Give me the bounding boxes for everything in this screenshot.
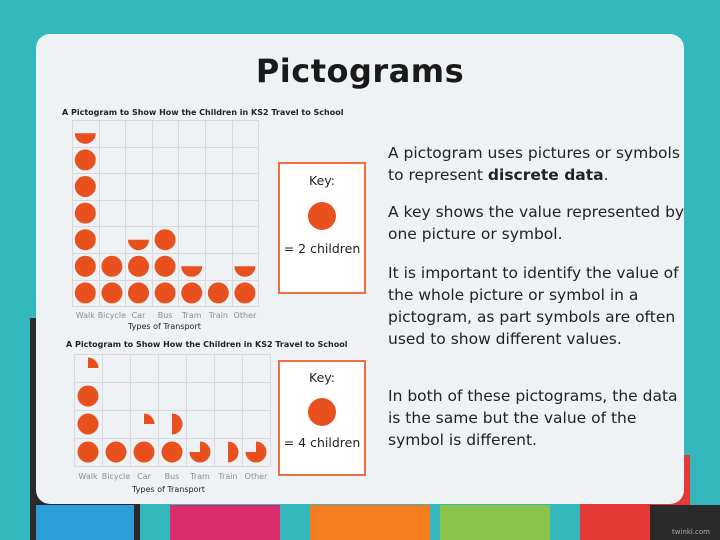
symbol-car <box>128 256 149 277</box>
chart1-key-label: Key: <box>309 173 335 188</box>
symbol-walk <box>78 442 99 463</box>
symbol-bus <box>155 256 176 277</box>
chart2-xlabel: Types of Transport <box>132 485 205 494</box>
chart1-key-value: = 2 children <box>283 241 361 256</box>
grid-line <box>73 306 259 307</box>
symbol-train <box>208 282 229 303</box>
paragraph-definition-text: A pictogram uses pictures or symbols to represent <box>388 144 680 184</box>
grid-line <box>75 466 271 467</box>
chart2-key <box>278 360 366 476</box>
partial-symbol-walk <box>75 133 96 144</box>
tick-label-train: Train <box>218 472 238 481</box>
chart1-plot <box>72 120 262 306</box>
partial-symbol-bus <box>172 414 183 435</box>
tick-label-walk: Walk <box>75 311 95 320</box>
symbol-other <box>234 282 255 303</box>
chart2-key-value: = 4 children <box>283 435 361 450</box>
partial-symbol-car <box>128 240 149 251</box>
tick-label-train: Train <box>208 311 228 320</box>
paragraph-definition-bold: discrete data <box>487 166 604 184</box>
partial-symbol-walk <box>88 358 99 369</box>
paragraph-key: A key shows the value represented by one picture or symbol. <box>388 203 685 243</box>
tick-label-other: Other <box>233 311 257 320</box>
symbol-walk <box>78 414 99 435</box>
partial-symbol-other <box>246 442 267 463</box>
symbol-car <box>134 442 155 463</box>
chart2-title: A Pictogram to Show How the Children in KS2 Travel to School <box>66 340 348 349</box>
chart2-plot <box>74 354 274 466</box>
tick-label-car: Car <box>131 311 146 320</box>
key-symbol-icon <box>308 398 336 426</box>
symbol-bicycle <box>101 282 122 303</box>
tick-label-bicycle: Bicycle <box>97 311 127 320</box>
symbol-walk <box>78 386 99 407</box>
symbol-walk <box>75 229 96 250</box>
partial-symbol-car <box>144 414 155 425</box>
partial-symbol-tram <box>190 442 211 463</box>
tick-label-walk: Walk <box>78 472 98 481</box>
symbol-walk <box>75 282 96 303</box>
paragraph-definition-end: . <box>603 166 609 184</box>
tick-label-tram: Tram <box>190 472 210 481</box>
partial-symbol-train <box>228 442 239 463</box>
symbol-bus <box>162 442 183 463</box>
symbol-tram <box>181 282 202 303</box>
symbol-bus <box>155 229 176 250</box>
tick-label-bus: Bus <box>157 311 173 320</box>
tick-label-tram: Tram <box>181 311 202 320</box>
partial-symbol-other <box>234 266 255 277</box>
chart1-xlabel: Types of Transport <box>128 322 201 331</box>
symbol-bicycle <box>106 442 127 463</box>
symbol-walk <box>75 203 96 224</box>
page-title: Pictograms <box>255 52 465 90</box>
symbol-car <box>128 282 149 303</box>
paragraph-comparison: In both of these pictograms, the data is the same but the value of the symbol is different. <box>388 387 678 449</box>
symbol-bicycle <box>101 256 122 277</box>
tick-label-car: Car <box>137 472 151 481</box>
tick-label-bus: Bus <box>164 472 180 481</box>
chart1-title: A Pictogram to Show How the Children in KS2 Travel to School <box>62 108 344 117</box>
symbol-bus <box>155 282 176 303</box>
symbol-walk <box>75 176 96 197</box>
symbol-walk <box>75 149 96 170</box>
tick-label-bicycle: Bicycle <box>101 472 131 481</box>
chart2-key-label: Key: <box>309 370 335 385</box>
chart1-key <box>278 162 366 294</box>
watermark: twinkl.com <box>671 528 710 536</box>
tick-label-other: Other <box>244 472 268 481</box>
symbol-walk <box>75 256 96 277</box>
partial-symbol-tram <box>181 266 202 277</box>
paragraph-part-symbols: It is important to identify the value of the whole picture or symbol in a pictogram, as part symbols are often used to show different values. <box>388 264 679 348</box>
key-symbol-icon <box>308 202 336 230</box>
paragraph-definition <box>388 142 688 186</box>
